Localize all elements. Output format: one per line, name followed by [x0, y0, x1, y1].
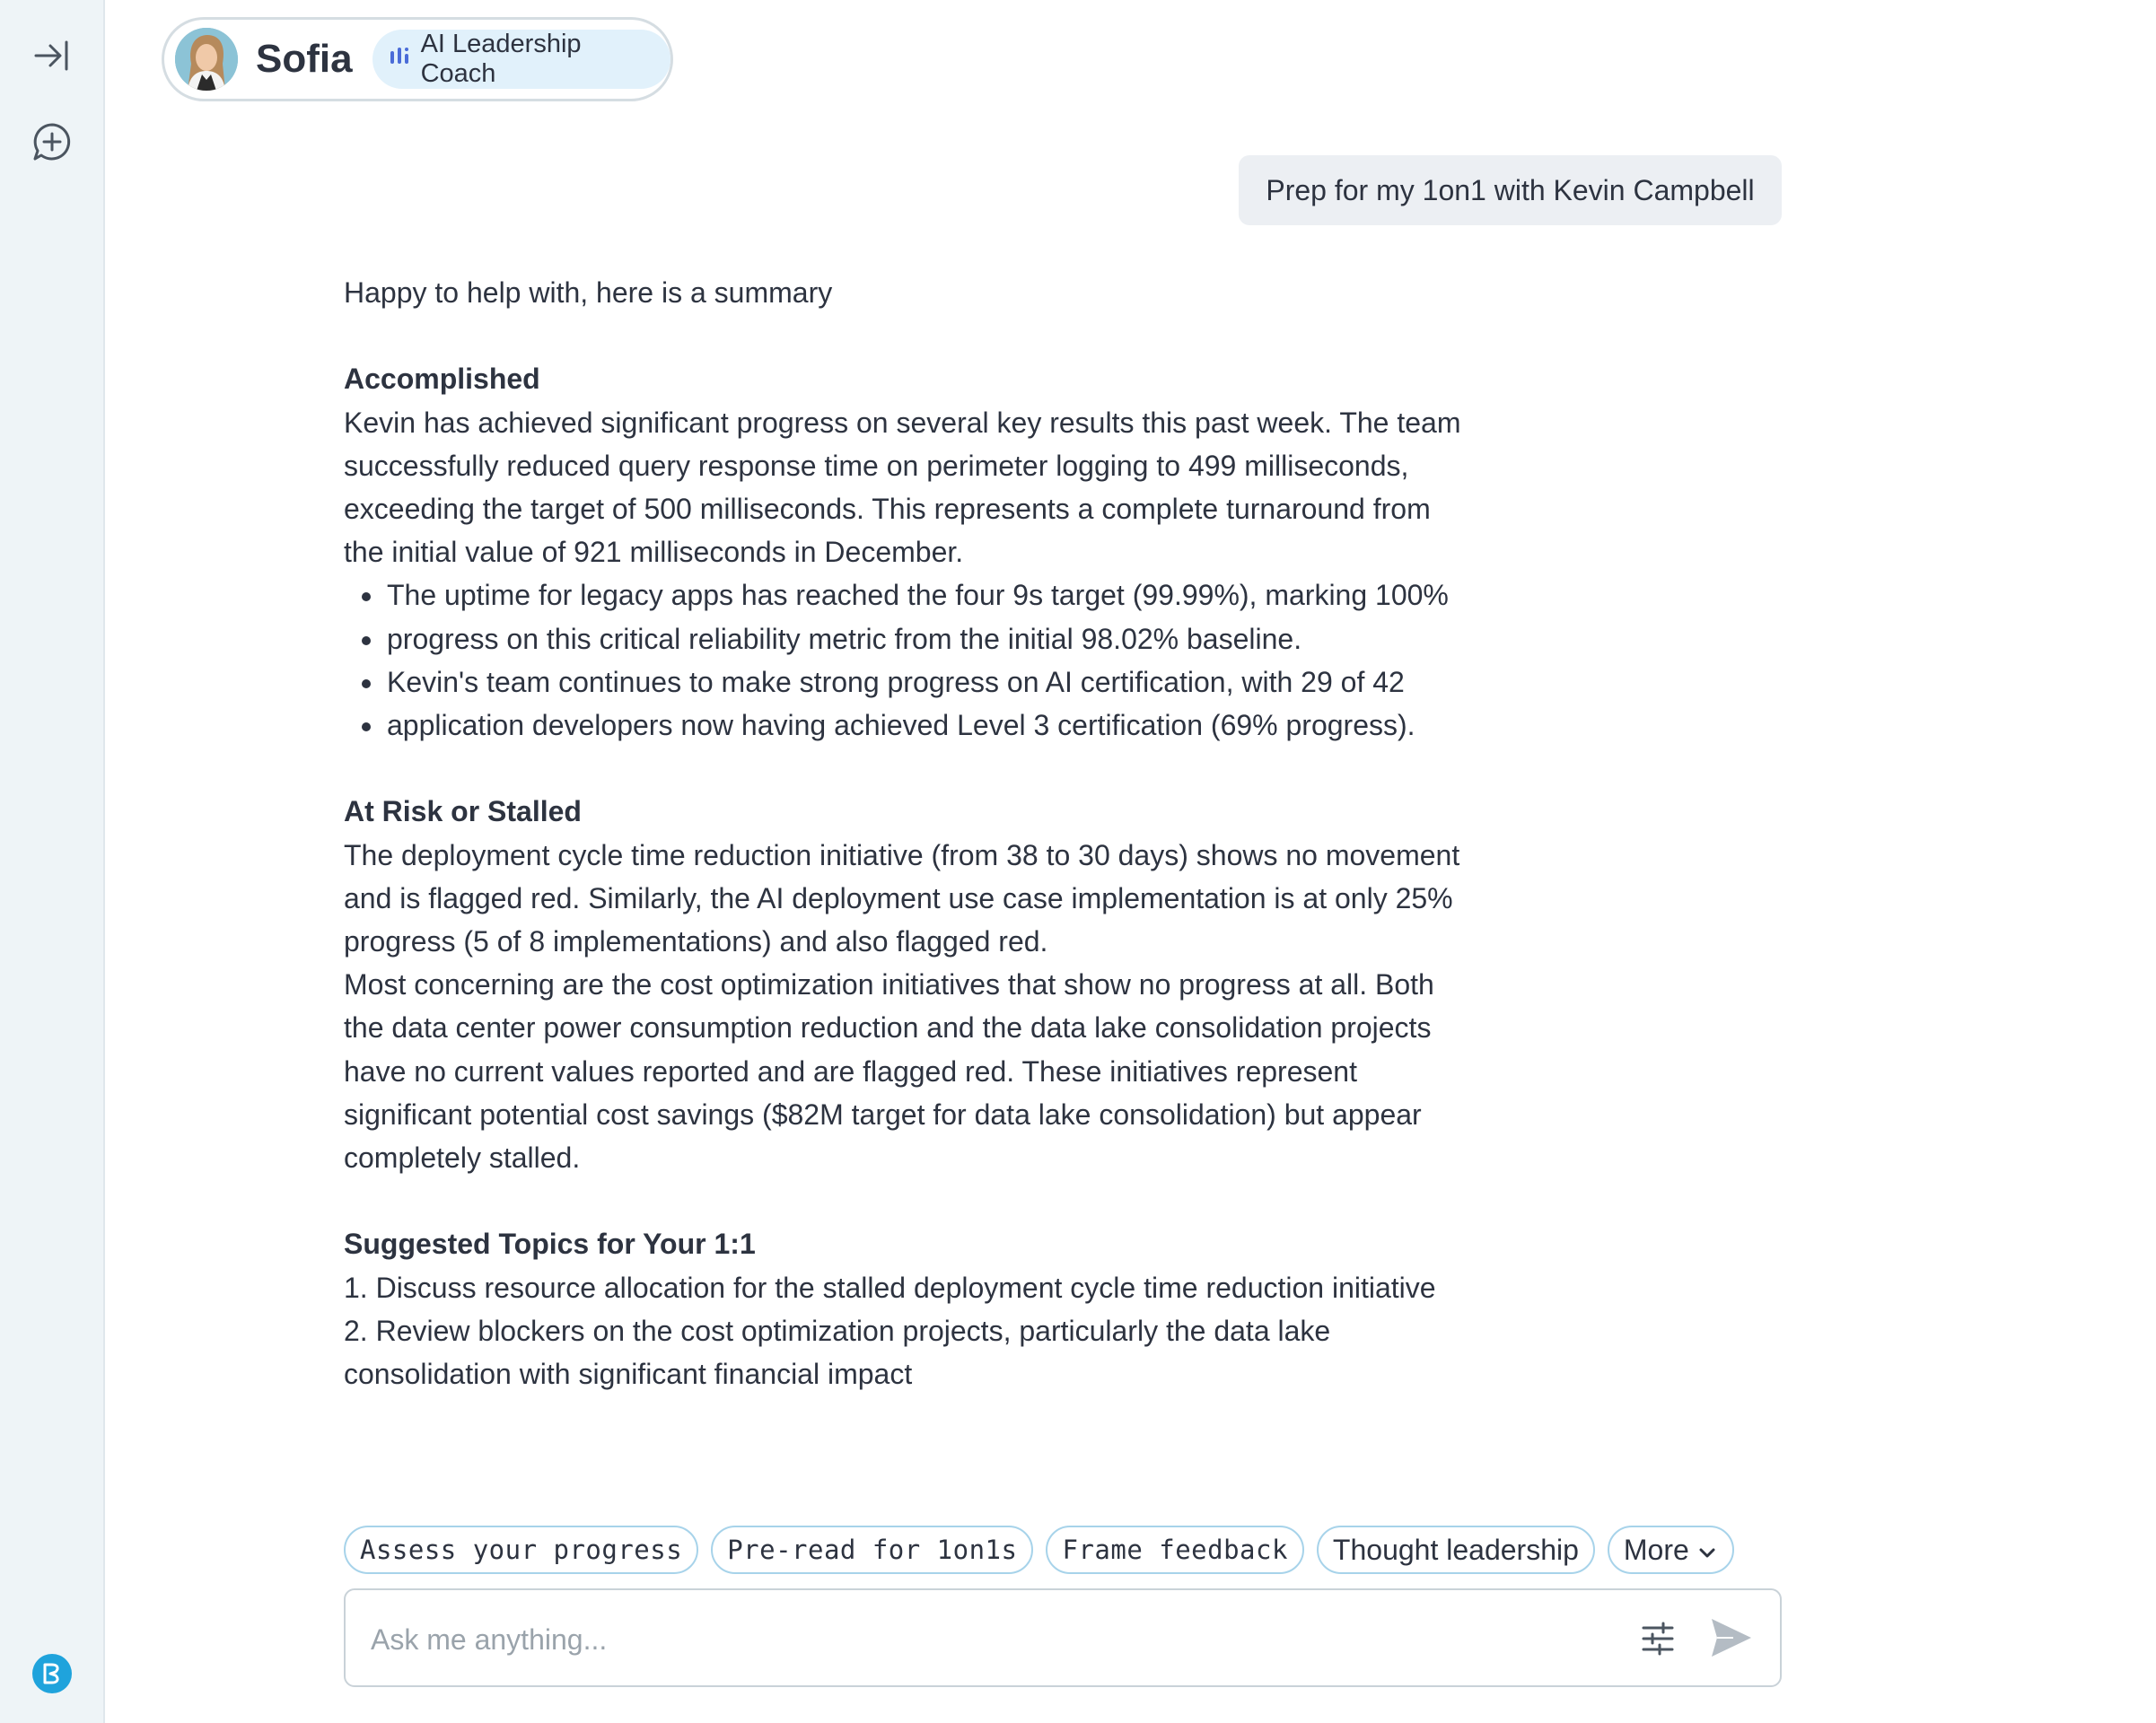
user-message: Prep for my 1on1 with Kevin Campbell [1239, 155, 1782, 225]
at-risk-heading: At Risk or Stalled [344, 795, 582, 828]
chip-thought-leadership[interactable]: Thought leadership [1317, 1526, 1595, 1574]
sliders-icon[interactable] [1638, 1619, 1678, 1663]
brand-logo-icon[interactable] [32, 1654, 72, 1693]
chat-composer [344, 1588, 1782, 1687]
response-intro: Happy to help with, here is a summary [344, 276, 833, 309]
chip-assess-progress[interactable]: Assess your progress [344, 1526, 698, 1574]
list-item: Kevin's team continues to make strong progress on AI certification, with 29 of 42 [344, 660, 1475, 704]
ai-bars-icon [389, 46, 412, 74]
avatar [175, 28, 238, 91]
accomplished-paragraph: Kevin has achieved significant progress on several key results this past week. The team successfully reduced query response time on perimeter logging to 499 milliseconds, exceeding the target of 500 milliseconds. This represents a complete turnaround from the initial value of 921 milliseconds in December. [344, 406, 1461, 569]
collapse-sidebar-icon[interactable] [27, 31, 77, 81]
topic-item: 2. Review blockers on the cost optimization projects, particularly the data lake consolidation with significant financial impact [344, 1314, 1331, 1391]
list-item: progress on this critical reliability metric from the initial 98.02% baseline. [344, 617, 1475, 660]
chip-frame-feedback[interactable]: Frame feedback [1046, 1526, 1303, 1574]
topic-item: 1. Discuss resource allocation for the stalled deployment cycle time reduction initiative [344, 1271, 1436, 1304]
topics-heading: Suggested Topics for Your 1:1 [344, 1228, 756, 1261]
accomplished-list [344, 573, 1475, 747]
agent-name: Sofia [256, 37, 353, 81]
more-label: More [1623, 1533, 1689, 1566]
sidebar [0, 0, 105, 1723]
more-button[interactable] [1608, 1526, 1734, 1574]
accomplished-heading: Accomplished [344, 363, 540, 396]
new-chat-icon[interactable] [27, 117, 77, 167]
chevron-down-icon [1698, 1534, 1716, 1567]
role-badge [372, 30, 670, 89]
chip-pre-read[interactable]: Pre-read for 1on1s [711, 1526, 1033, 1574]
ask-input[interactable] [369, 1612, 1629, 1667]
at-risk-paragraph-2: Most concerning are the cost optimization initiatives that show no progress at all. Both the data center power consumption reduction and the data lake consolidation projects have no current values reported and are flagged red. These initiatives represent significant potential cost savings ($82M target for data lake consolidation) but appear completely stalled. [344, 968, 1434, 1175]
list-item: The uptime for legacy apps has reached the four 9s target (99.99%), marking 100% [344, 573, 1475, 617]
role-label: AI Leadership Coach [420, 30, 582, 88]
at-risk-paragraph-1: The deployment cycle time reduction initiative (from 38 to 30 days) shows no movement and is flagged red. Similarly, the AI deployment use case implementation is at only 25% progress (5 of 8 implementations) and also flagged red. [344, 838, 1460, 958]
agent-header[interactable] [162, 17, 673, 101]
suggestion-chips [344, 1526, 1734, 1574]
list-item: application developers now having achieved Level 3 certification (69% progress). [344, 704, 1475, 747]
assistant-response [344, 271, 1475, 1395]
send-icon[interactable] [1708, 1615, 1755, 1665]
